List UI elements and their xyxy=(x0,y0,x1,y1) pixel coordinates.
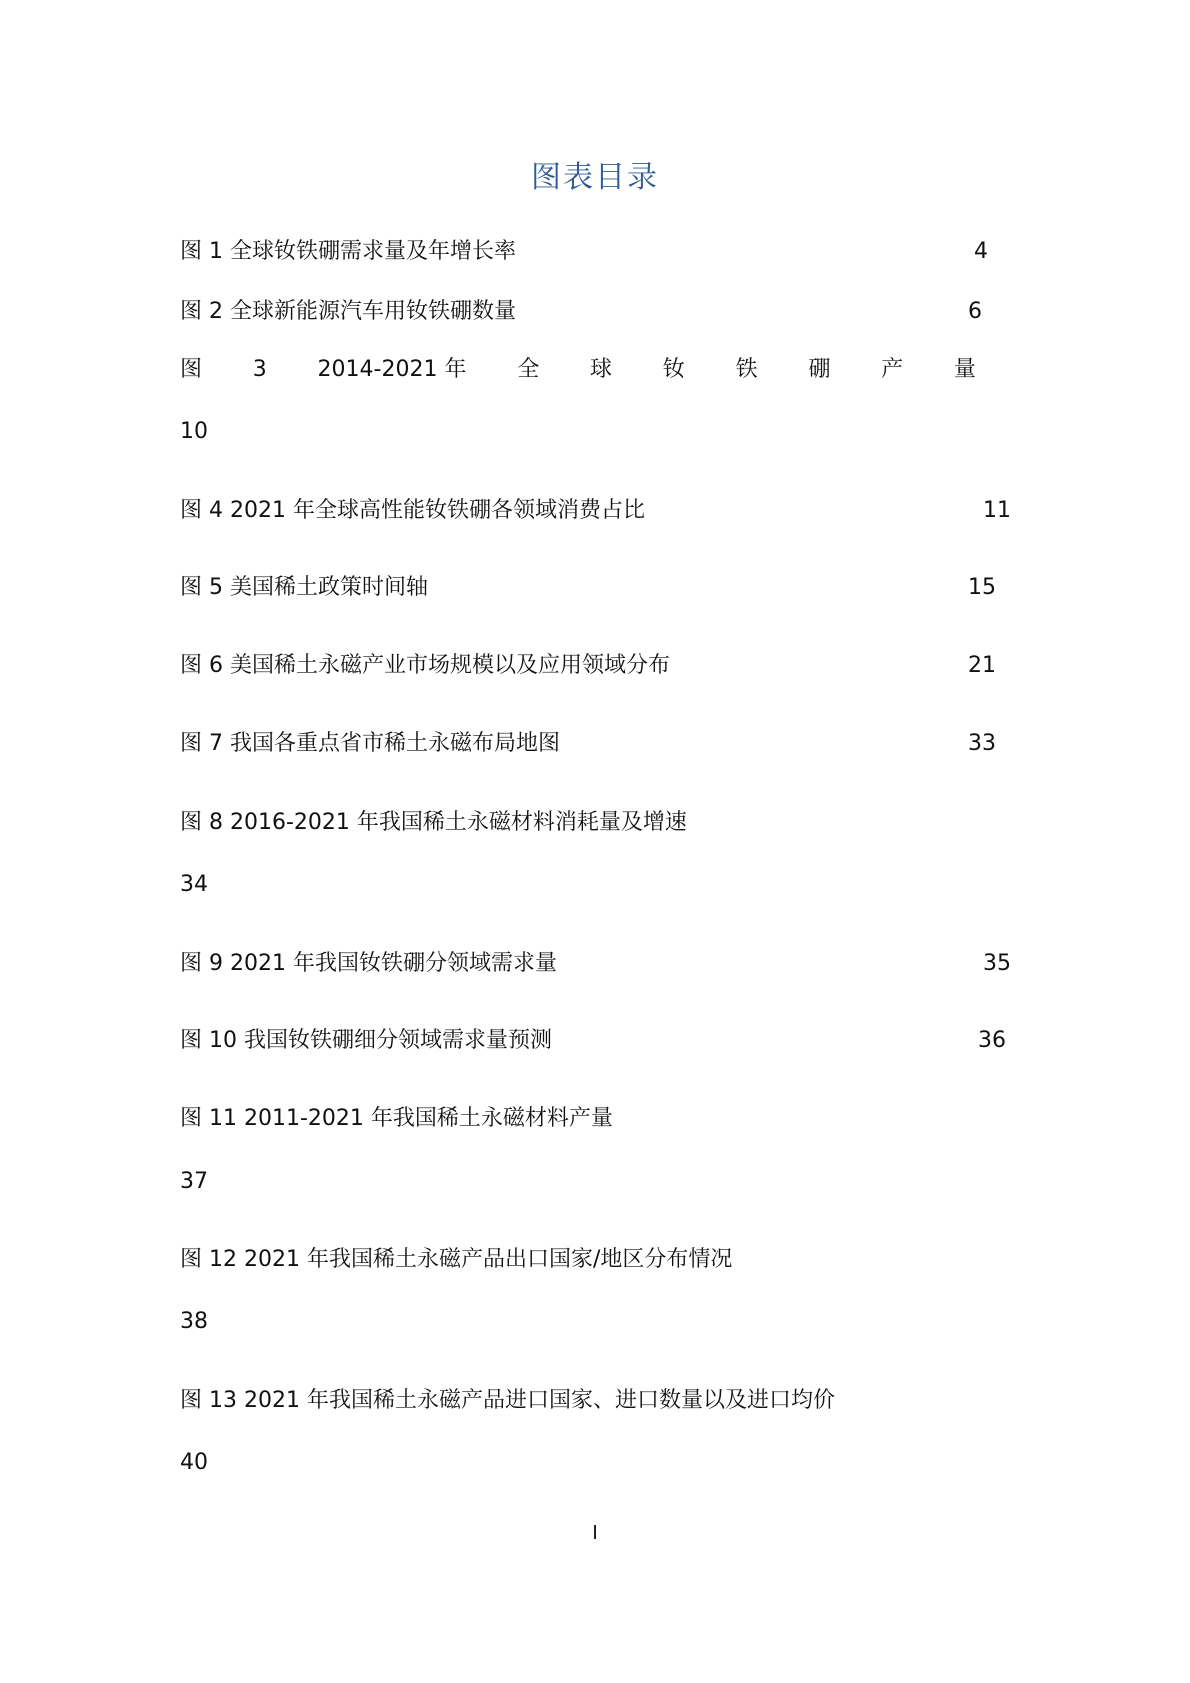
entry-word: 产 xyxy=(881,357,904,382)
entry-page: 4 xyxy=(974,239,988,264)
entry-label: 图 9 2021 年我国钕铁硼分领域需求量 xyxy=(180,951,557,976)
entry-word: 2014-2021 年 xyxy=(317,357,467,382)
entry-word: 铁 xyxy=(735,357,758,382)
page-title: 图表目录 xyxy=(531,160,659,195)
toc-entry[interactable] xyxy=(180,1386,835,1416)
entry-label: 图 10 我国钕铁硼细分领域需求量预测 xyxy=(180,1028,552,1053)
toc-entry[interactable] xyxy=(180,573,996,603)
entry-page: 21 xyxy=(968,653,996,678)
entry-label: 图 8 2016-2021 年我国稀土永磁材料消耗量及增速 xyxy=(180,810,687,835)
entry-label: 图 1 全球钕铁硼需求量及年增长率 xyxy=(180,239,516,264)
entry-page: 10 xyxy=(180,419,208,444)
entry-word: 硼 xyxy=(808,357,831,382)
toc-entry[interactable] xyxy=(180,237,988,267)
entry-label: 图 13 2021 年我国稀土永磁产品进口国家、进口数量以及进口均价 xyxy=(180,1388,835,1413)
entry-page: 35 xyxy=(983,951,1011,976)
entry-word: 全 xyxy=(517,357,540,382)
entry-page: 11 xyxy=(983,498,1011,523)
entry-page: 38 xyxy=(180,1309,208,1334)
entry-word: 图 xyxy=(180,357,203,382)
toc-entry[interactable] xyxy=(180,297,982,327)
entry-word: 钕 xyxy=(662,357,685,382)
entry-word: 3 xyxy=(252,357,267,382)
entry-word: 球 xyxy=(590,357,613,382)
entry-label: 图 6 美国稀土永磁产业市场规模以及应用领域分布 xyxy=(180,653,670,678)
toc-entry[interactable] xyxy=(180,949,1011,979)
entry-page: 40 xyxy=(180,1450,208,1475)
entry-page: 6 xyxy=(968,299,982,324)
entry-label-justified xyxy=(180,355,976,385)
entry-page: 37 xyxy=(180,1169,208,1194)
entry-label: 图 2 全球新能源汽车用钕铁硼数量 xyxy=(180,299,516,324)
toc-entry[interactable] xyxy=(180,808,687,838)
toc-entry[interactable] xyxy=(180,651,996,681)
toc-entry[interactable] xyxy=(180,1026,1006,1056)
toc-entry[interactable] xyxy=(180,729,996,759)
toc-entry[interactable] xyxy=(180,496,1011,526)
entry-label: 图 12 2021 年我国稀土永磁产品出口国家/地区分布情况 xyxy=(180,1247,733,1272)
entry-page: 34 xyxy=(180,872,208,897)
entry-word: 量 xyxy=(953,357,976,382)
entry-page: 15 xyxy=(968,575,996,600)
entry-label: 图 7 我国各重点省市稀土永磁布局地图 xyxy=(180,731,560,756)
entry-label: 图 5 美国稀土政策时间轴 xyxy=(180,575,428,600)
entry-page: 36 xyxy=(978,1028,1006,1053)
entry-page: 33 xyxy=(968,731,996,756)
toc-entry[interactable] xyxy=(180,1104,613,1134)
page-number-footer: I xyxy=(592,1522,598,1544)
toc-entry[interactable] xyxy=(180,1245,732,1275)
entry-label: 图 4 2021 年全球高性能钕铁硼各领域消费占比 xyxy=(180,498,645,523)
entry-label: 图 11 2011-2021 年我国稀土永磁材料产量 xyxy=(180,1106,613,1131)
